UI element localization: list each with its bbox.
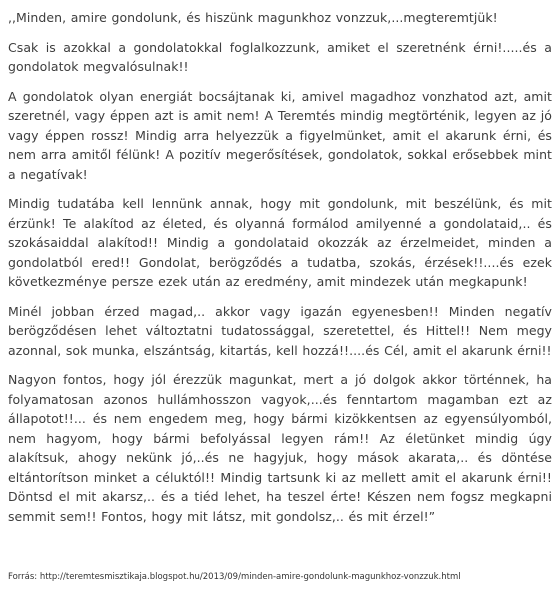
- paragraph-5: Minél jobban érzed magad,.. akkor vagy igazán egyenesben!! Minden negatív berögződésen lehet változtatni tudatossággal, szeretettel, és Hittel!! Nem megy azonnal, sok munka, elszántság, kitartás, kell hozzá!!....és Cél, amit el akarunk érni!!: [8, 303, 552, 358]
- paragraph-6: Nagyon fontos, hogy jól érezzük magunkat, mert a jó dolgok akkor történnek, ha folyamatosan azonos hullámhosszon vagyok,...és fenntartom magamban ezt az állapotot!!... és nem engedem meg, hogy bármi kizökkentsen az egyensúlyomból, nem hagyom, hogy bármi befolyással legyen rám!! Az életünket mindig úgy alakítsuk, ahogy nekünk jó,..és ne hagyjuk, hogy mások akarata,.. és döntése eltántorítson minket a céluktól!! Mindig tartsunk ki az mellett amit el akarunk érni!! Döntsd el mit akarsz,.. és a tiéd lehet, ha teszel érte! Készen nem fogsz megkapni semmit sem!! Fontos, hogy mit látsz, mit gondolsz,.. és mit érzel!”: [8, 372, 552, 524]
- paragraph-3: A gondolatok olyan energiát bocsájtanak ki, amivel magadhoz vonzhatod azt, amit szeretnél, vagy éppen azt is amit nem! A Teremtés mindig megtörténik, legyen az jó vagy éppen rossz! Mindig arra helyezzük a figyelmünket, amit el akarunk érni, és nem arra amitől félünk! A pozitív megerősítések, gondolatok, sokkal erősebbek mint a negatívak!: [8, 88, 552, 182]
- paragraph-4: Mindig tudatába kell lennünk annak, hogy mit gondolunk, mit beszélünk, és mit érzünk! Te alakítod az életed, és olyanná formálod amilyenné a gondolataid,.. és szokásaiddal alakítod!! Mindig a gondolataid okozzák az érzelmeidet, minden a gondolatból ered!! Gondolat, berögződés a tudatba, szokás, érzések!!....és ezek következménye persze ezek után az eredmény, amit mindezek után megkapunk!: [8, 196, 552, 289]
- paragraph-2: Csak is azokkal a gondolatokkal foglalkozzunk, amiket el szeretnénk érni!.....és a gondolatok megvalósulnak!!: [8, 39, 552, 74]
- source-citation: Forrás: http://teremtesmisztikaja.blogspot.hu/2013/09/minden-amire-gondolunk-magunkhoz-vonzzuk.html: [8, 572, 461, 582]
- paragraph-1: ,,Minden, amire gondolunk, és hiszünk magunkhoz vonzzuk,...megteremtjük!: [8, 10, 498, 25]
